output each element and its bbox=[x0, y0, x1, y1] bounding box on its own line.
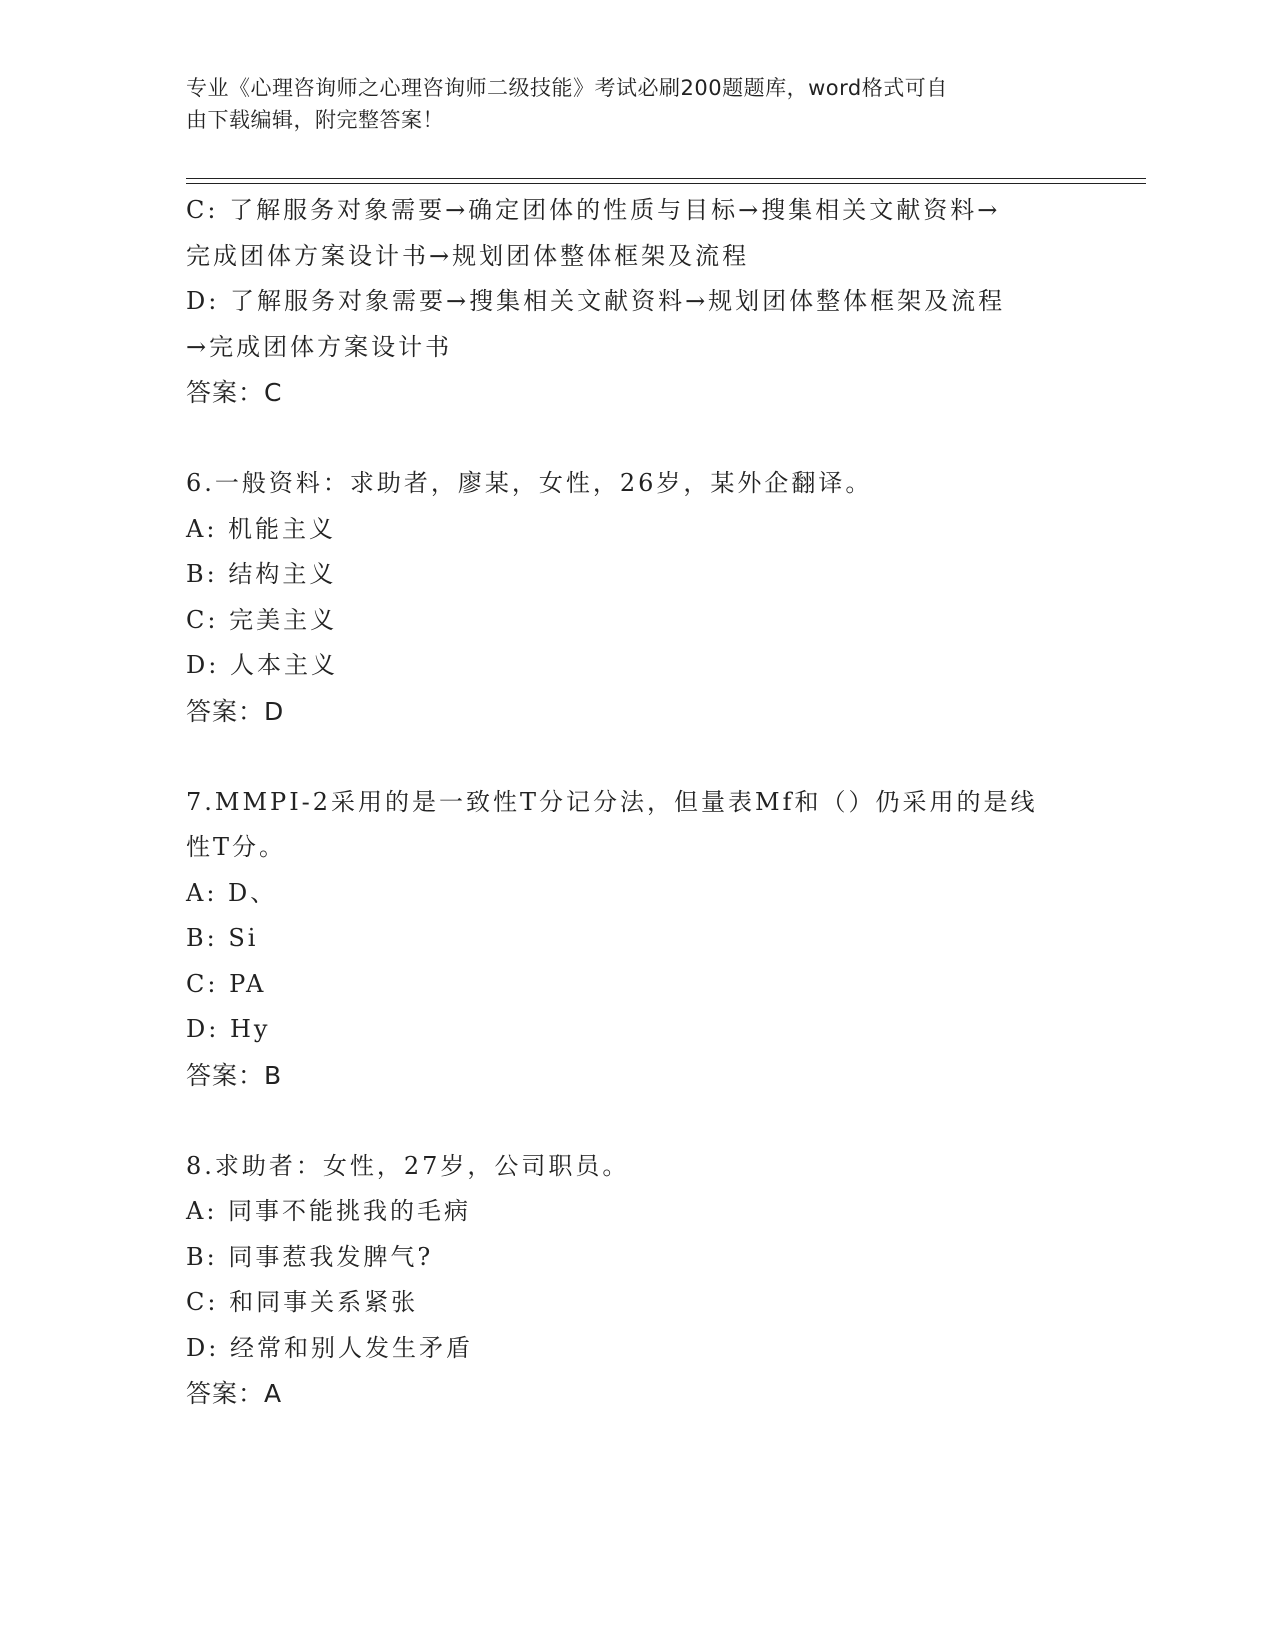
answer-line: 答案：C bbox=[186, 378, 283, 407]
option-a: A: 机能主义 bbox=[186, 514, 337, 543]
option-c: C: 完美主义 bbox=[186, 605, 338, 634]
answer-line: 答案：B bbox=[186, 1060, 283, 1090]
option-c: C: 和同事关系紧张 bbox=[186, 1288, 419, 1316]
option-d-line-1: D: 了解服务对象需要→搜集相关文献资料→规划团体整体框架及流程 bbox=[186, 287, 1006, 315]
answer-line: 答案：A bbox=[186, 1379, 283, 1408]
question-stem: 8.求助者：女性，27岁，公司职员。 bbox=[186, 1151, 630, 1180]
header-line-2: 由下载编辑，附完整答案！ bbox=[186, 108, 444, 132]
question-8 bbox=[186, 1144, 1086, 1417]
spacer bbox=[186, 734, 1086, 780]
option-c-line-1: C: 了解服务对象需要→确定团体的性质与目标→搜集相关文献资料→ bbox=[186, 196, 1001, 224]
option-c-line-2: 完成团体方案设计书→规划团体整体框架及流程 bbox=[186, 241, 750, 270]
question-stem-line-2: 性T分。 bbox=[186, 833, 287, 861]
option-a: A: 同事不能挑我的毛病 bbox=[186, 1197, 472, 1225]
option-d: D: 经常和别人发生矛盾 bbox=[186, 1333, 473, 1362]
option-c: C: PA bbox=[186, 969, 267, 998]
spacer bbox=[186, 416, 1086, 462]
question-content bbox=[186, 188, 1086, 1417]
document-header bbox=[186, 72, 1066, 136]
option-d: D: Hy bbox=[186, 1015, 271, 1043]
header-divider-bottom bbox=[186, 183, 1146, 184]
question-stem-line-1: 7.MMPI-2采用的是一致性T分记分法，但量表Mf和（）仍采用的是线 bbox=[186, 787, 1038, 816]
option-b: B: 结构主义 bbox=[186, 560, 337, 588]
header-divider-top bbox=[186, 178, 1146, 179]
option-d: D: 人本主义 bbox=[186, 651, 338, 679]
option-d-line-2: →完成团体方案设计书 bbox=[186, 332, 453, 361]
previous-question-continuation bbox=[186, 188, 1086, 416]
option-a: A: D、 bbox=[186, 878, 278, 907]
spacer bbox=[186, 1098, 1086, 1144]
answer-line: 答案：D bbox=[186, 696, 285, 726]
question-7 bbox=[186, 780, 1086, 1099]
question-6 bbox=[186, 461, 1086, 734]
question-stem: 6.一般资料：求助者，廖某，女性，26岁，某外企翻译。 bbox=[186, 469, 873, 497]
header-line-1: 专业《心理咨询师之心理咨询师二级技能》考试必刷200题题库，word格式可自 bbox=[186, 76, 948, 100]
option-b: B: 同事惹我发脾气? bbox=[186, 1242, 434, 1271]
option-b: B: Si bbox=[186, 924, 259, 952]
